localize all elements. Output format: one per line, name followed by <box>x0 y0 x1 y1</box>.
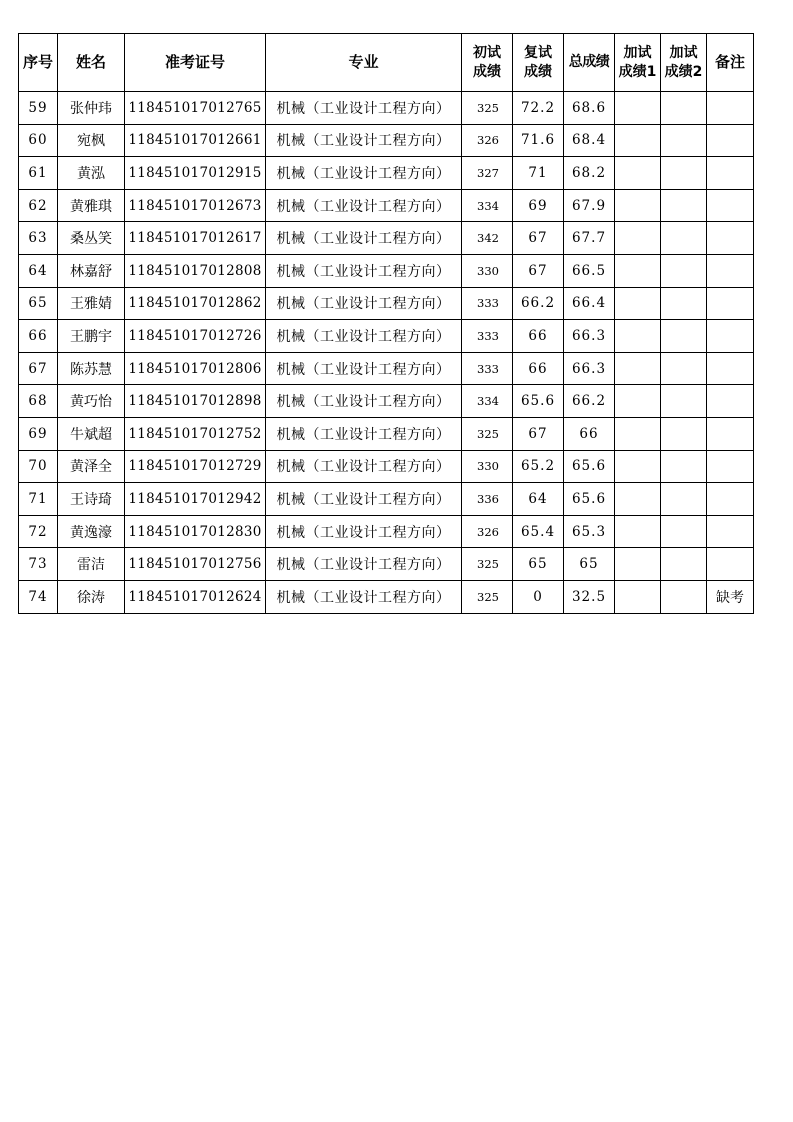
cell-total-score: 68.4 <box>564 124 615 157</box>
cell-retest-score: 72.2 <box>513 92 564 125</box>
header-extra1-line1: 加试 <box>623 44 652 61</box>
cell-major: 机械（工业设计工程方向） <box>266 352 462 385</box>
cell-extra-score-2 <box>661 483 707 516</box>
cell-total-score: 65.6 <box>564 450 615 483</box>
cell-initial-score: 333 <box>462 287 513 320</box>
cell-name: 张仲玮 <box>58 92 125 125</box>
cell-ticket-number: 118451017012806 <box>125 352 266 385</box>
cell-major: 机械（工业设计工程方向） <box>266 450 462 483</box>
cell-seq: 69 <box>19 417 58 450</box>
cell-extra-score-1 <box>615 222 661 255</box>
cell-extra-score-2 <box>661 92 707 125</box>
cell-ticket-number: 118451017012726 <box>125 320 266 353</box>
cell-extra-score-1 <box>615 92 661 125</box>
cell-seq: 65 <box>19 287 58 320</box>
header-row <box>19 34 754 92</box>
cell-remark <box>707 254 754 287</box>
cell-extra-score-2 <box>661 222 707 255</box>
cell-initial-score: 326 <box>462 515 513 548</box>
cell-retest-score: 71.6 <box>513 124 564 157</box>
cell-retest-score: 65.6 <box>513 385 564 418</box>
cell-remark: 缺考 <box>707 580 754 613</box>
header-seq: 序号 <box>19 34 58 92</box>
table-row <box>19 222 754 255</box>
cell-ticket-number: 118451017012898 <box>125 385 266 418</box>
cell-initial-score: 333 <box>462 352 513 385</box>
cell-extra-score-2 <box>661 287 707 320</box>
table-body <box>19 92 754 614</box>
cell-extra-score-1 <box>615 417 661 450</box>
cell-name: 黄逸濠 <box>58 515 125 548</box>
cell-major: 机械（工业设计工程方向） <box>266 287 462 320</box>
cell-total-score: 67.9 <box>564 189 615 222</box>
header-extra-score-2 <box>661 34 707 92</box>
header-major: 专业 <box>266 34 462 92</box>
cell-name: 王雅婧 <box>58 287 125 320</box>
header-extra2-line1: 加试 <box>669 44 698 61</box>
cell-total-score: 66.3 <box>564 352 615 385</box>
table-row <box>19 287 754 320</box>
cell-initial-score: 325 <box>462 92 513 125</box>
cell-total-score: 65.6 <box>564 483 615 516</box>
cell-initial-score: 325 <box>462 580 513 613</box>
cell-retest-score: 66.2 <box>513 287 564 320</box>
cell-total-score: 66.5 <box>564 254 615 287</box>
cell-name: 黄巧怡 <box>58 385 125 418</box>
cell-name: 王鹏宇 <box>58 320 125 353</box>
cell-extra-score-1 <box>615 352 661 385</box>
cell-major: 机械（工业设计工程方向） <box>266 580 462 613</box>
header-initial-line1: 初试 <box>473 44 501 61</box>
cell-seq: 66 <box>19 320 58 353</box>
cell-initial-score: 330 <box>462 450 513 483</box>
cell-extra-score-1 <box>615 385 661 418</box>
cell-retest-score: 67 <box>513 417 564 450</box>
cell-seq: 74 <box>19 580 58 613</box>
cell-name: 徐涛 <box>58 580 125 613</box>
cell-extra-score-1 <box>615 254 661 287</box>
cell-major: 机械（工业设计工程方向） <box>266 548 462 581</box>
cell-remark <box>707 450 754 483</box>
cell-initial-score: 325 <box>462 417 513 450</box>
cell-total-score: 66.4 <box>564 287 615 320</box>
cell-retest-score: 65.2 <box>513 450 564 483</box>
cell-retest-score: 71 <box>513 157 564 190</box>
cell-remark <box>707 189 754 222</box>
cell-ticket-number: 118451017012661 <box>125 124 266 157</box>
header-initial-score <box>462 34 513 92</box>
cell-name: 黄雅琪 <box>58 189 125 222</box>
table-row <box>19 450 754 483</box>
cell-ticket-number: 118451017012673 <box>125 189 266 222</box>
cell-remark <box>707 515 754 548</box>
cell-retest-score: 67 <box>513 254 564 287</box>
cell-major: 机械（工业设计工程方向） <box>266 320 462 353</box>
cell-initial-score: 327 <box>462 157 513 190</box>
table-row <box>19 189 754 222</box>
cell-major: 机械（工业设计工程方向） <box>266 189 462 222</box>
cell-extra-score-1 <box>615 548 661 581</box>
cell-total-score: 67.7 <box>564 222 615 255</box>
cell-seq: 59 <box>19 92 58 125</box>
cell-initial-score: 333 <box>462 320 513 353</box>
cell-remark <box>707 320 754 353</box>
table-row <box>19 548 754 581</box>
cell-extra-score-1 <box>615 157 661 190</box>
cell-retest-score: 65.4 <box>513 515 564 548</box>
cell-total-score: 65.3 <box>564 515 615 548</box>
cell-extra-score-2 <box>661 124 707 157</box>
cell-name: 桑丛笑 <box>58 222 125 255</box>
cell-extra-score-2 <box>661 580 707 613</box>
cell-major: 机械（工业设计工程方向） <box>266 483 462 516</box>
cell-name: 王诗琦 <box>58 483 125 516</box>
cell-extra-score-1 <box>615 287 661 320</box>
cell-initial-score: 330 <box>462 254 513 287</box>
cell-total-score: 68.2 <box>564 157 615 190</box>
cell-major: 机械（工业设计工程方向） <box>266 385 462 418</box>
cell-seq: 72 <box>19 515 58 548</box>
cell-remark <box>707 352 754 385</box>
cell-seq: 70 <box>19 450 58 483</box>
table-row <box>19 515 754 548</box>
cell-extra-score-2 <box>661 450 707 483</box>
cell-ticket-number: 118451017012862 <box>125 287 266 320</box>
cell-extra-score-2 <box>661 254 707 287</box>
header-remark: 备注 <box>707 34 754 92</box>
header-extra2-line2: 成绩2 <box>664 63 703 80</box>
header-retest-score <box>513 34 564 92</box>
cell-name: 雷洁 <box>58 548 125 581</box>
cell-major: 机械（工业设计工程方向） <box>266 157 462 190</box>
cell-retest-score: 66 <box>513 352 564 385</box>
cell-ticket-number: 118451017012756 <box>125 548 266 581</box>
header-name: 姓名 <box>58 34 125 92</box>
cell-ticket-number: 118451017012915 <box>125 157 266 190</box>
cell-initial-score: 334 <box>462 189 513 222</box>
cell-seq: 73 <box>19 548 58 581</box>
cell-extra-score-2 <box>661 157 707 190</box>
cell-extra-score-1 <box>615 515 661 548</box>
header-extra-score-1 <box>615 34 661 92</box>
table-row <box>19 417 754 450</box>
cell-extra-score-2 <box>661 548 707 581</box>
cell-initial-score: 325 <box>462 548 513 581</box>
cell-ticket-number: 118451017012765 <box>125 92 266 125</box>
cell-major: 机械（工业设计工程方向） <box>266 222 462 255</box>
table-row <box>19 92 754 125</box>
cell-ticket-number: 118451017012830 <box>125 515 266 548</box>
cell-initial-score: 326 <box>462 124 513 157</box>
cell-remark <box>707 385 754 418</box>
table-row <box>19 254 754 287</box>
cell-major: 机械（工业设计工程方向） <box>266 515 462 548</box>
table-row <box>19 124 754 157</box>
cell-name: 宛枫 <box>58 124 125 157</box>
table-row <box>19 385 754 418</box>
header-retest-line2: 成绩 <box>524 63 552 80</box>
cell-extra-score-2 <box>661 417 707 450</box>
cell-extra-score-2 <box>661 352 707 385</box>
cell-remark <box>707 124 754 157</box>
cell-retest-score: 67 <box>513 222 564 255</box>
cell-extra-score-2 <box>661 189 707 222</box>
cell-remark <box>707 222 754 255</box>
cell-extra-score-2 <box>661 515 707 548</box>
cell-ticket-number: 118451017012808 <box>125 254 266 287</box>
cell-extra-score-2 <box>661 320 707 353</box>
cell-name: 黄泽全 <box>58 450 125 483</box>
table-row <box>19 157 754 190</box>
cell-remark <box>707 157 754 190</box>
cell-remark <box>707 417 754 450</box>
cell-ticket-number: 118451017012942 <box>125 483 266 516</box>
header-total-score: 总成绩 <box>564 34 615 92</box>
cell-total-score: 68.6 <box>564 92 615 125</box>
cell-retest-score: 66 <box>513 320 564 353</box>
cell-major: 机械（工业设计工程方向） <box>266 92 462 125</box>
cell-seq: 67 <box>19 352 58 385</box>
cell-initial-score: 342 <box>462 222 513 255</box>
cell-total-score: 66 <box>564 417 615 450</box>
cell-name: 牛斌超 <box>58 417 125 450</box>
cell-retest-score: 64 <box>513 483 564 516</box>
cell-name: 林嘉舒 <box>58 254 125 287</box>
cell-retest-score: 69 <box>513 189 564 222</box>
cell-extra-score-1 <box>615 483 661 516</box>
header-retest-line1: 复试 <box>524 44 552 61</box>
cell-extra-score-2 <box>661 385 707 418</box>
header-ticket: 准考证号 <box>125 34 266 92</box>
cell-initial-score: 336 <box>462 483 513 516</box>
cell-extra-score-1 <box>615 320 661 353</box>
cell-extra-score-1 <box>615 189 661 222</box>
cell-remark <box>707 287 754 320</box>
cell-seq: 61 <box>19 157 58 190</box>
cell-seq: 64 <box>19 254 58 287</box>
cell-seq: 68 <box>19 385 58 418</box>
cell-remark <box>707 548 754 581</box>
cell-seq: 60 <box>19 124 58 157</box>
cell-seq: 71 <box>19 483 58 516</box>
cell-seq: 63 <box>19 222 58 255</box>
cell-total-score: 66.3 <box>564 320 615 353</box>
cell-remark <box>707 483 754 516</box>
cell-name: 陈苏慧 <box>58 352 125 385</box>
score-table <box>18 33 754 614</box>
cell-total-score: 32.5 <box>564 580 615 613</box>
header-initial-line2: 成绩 <box>473 63 501 80</box>
cell-total-score: 66.2 <box>564 385 615 418</box>
header-extra1-line2: 成绩1 <box>618 63 657 80</box>
cell-ticket-number: 118451017012624 <box>125 580 266 613</box>
cell-extra-score-1 <box>615 580 661 613</box>
table-row <box>19 483 754 516</box>
cell-retest-score: 0 <box>513 580 564 613</box>
table-row <box>19 352 754 385</box>
cell-extra-score-1 <box>615 450 661 483</box>
cell-ticket-number: 118451017012729 <box>125 450 266 483</box>
cell-seq: 62 <box>19 189 58 222</box>
cell-ticket-number: 118451017012617 <box>125 222 266 255</box>
cell-remark <box>707 92 754 125</box>
table-header <box>19 34 754 92</box>
cell-retest-score: 65 <box>513 548 564 581</box>
table-row <box>19 580 754 613</box>
cell-initial-score: 334 <box>462 385 513 418</box>
cell-major: 机械（工业设计工程方向） <box>266 417 462 450</box>
cell-major: 机械（工业设计工程方向） <box>266 254 462 287</box>
cell-name: 黄泓 <box>58 157 125 190</box>
cell-major: 机械（工业设计工程方向） <box>266 124 462 157</box>
cell-extra-score-1 <box>615 124 661 157</box>
cell-total-score: 65 <box>564 548 615 581</box>
cell-ticket-number: 118451017012752 <box>125 417 266 450</box>
table-row <box>19 320 754 353</box>
